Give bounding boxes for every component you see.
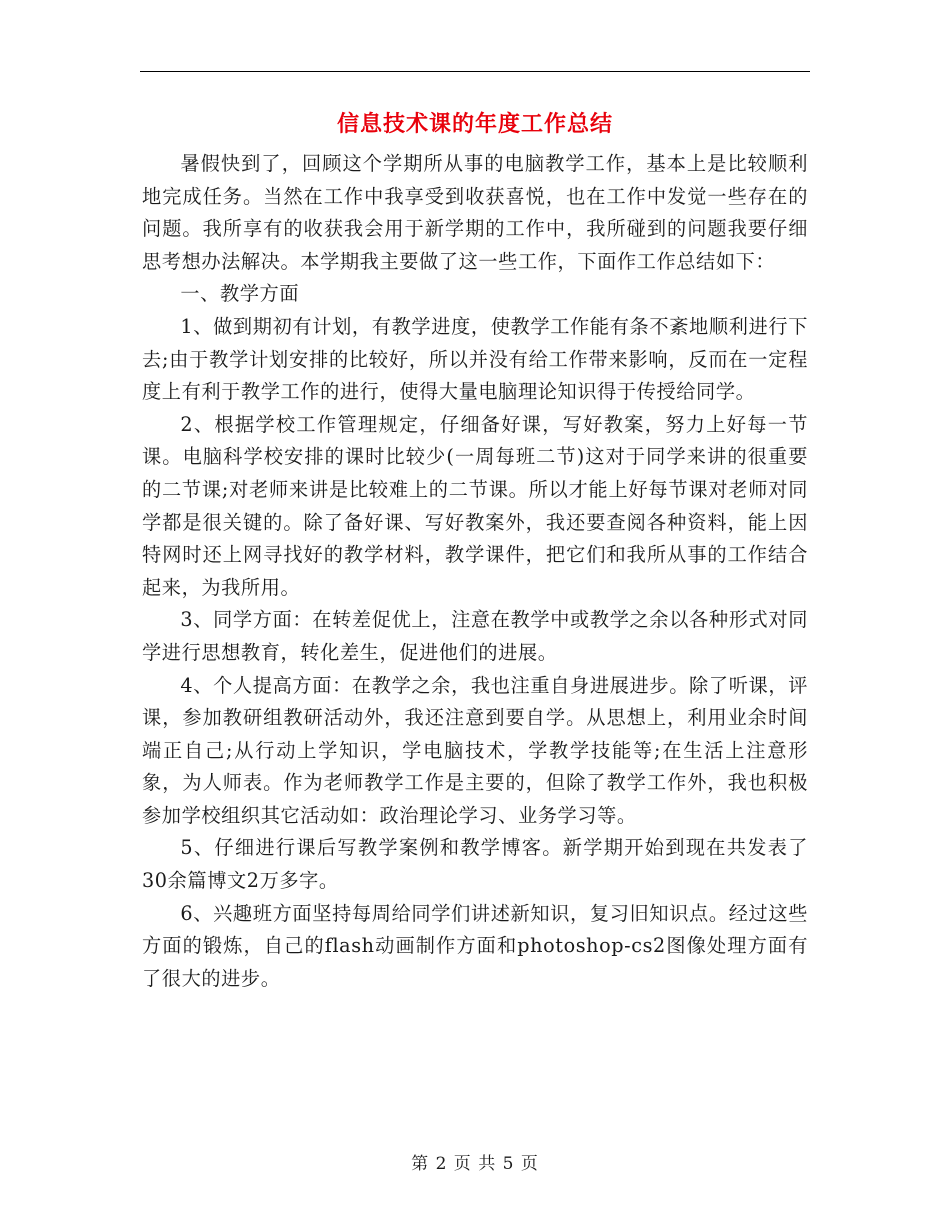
document-body <box>142 148 808 995</box>
paragraph-item-1: 1、做到期初有计划，有教学进度，使教学工作能有条不紊地顺利进行下去;由于教学计划安排的比较好，所以并没有给工作带来影响，反而在一定程度上有利于教学工作的进行，使得大量电脑理论知识得于传授给同学。 <box>142 314 808 404</box>
page-number: 第 2 页 共 5 页 <box>411 1154 539 1174</box>
document-title: 信息技术课的年度工作总结 <box>336 111 613 137</box>
header-rule <box>140 71 810 72</box>
paragraph-item-4: 4、个人提高方面：在教学之余，我也注重自身进展进步。除了听课，评课，参加教研组教研活动外，我还注意到要自学。从思想上，利用业余时间端正自己;从行动上学知识，学电脑技术，学教学技能等;在生活上注意形象，为人师表。作为老师教学工作是主要的，但除了教学工作外，我也积极参加学校组织其它活动如：政治理论学习、业务学习等。 <box>142 673 808 827</box>
paragraph-item-5: 5、仔细进行课后写教学案例和教学博客。新学期开始到现在共发表了30余篇博文2万多字。 <box>142 836 808 893</box>
paragraph-intro: 暑假快到了，回顾这个学期所从事的电脑教学工作，基本上是比较顺利地完成任务。当然在工作中我享受到收获喜悦，也在工作中发觉一些存在的问题。我所享有的收获我会用于新学期的工作中，我所碰到的问题我要仔细思考想办法解决。本学期我主要做了这一些工作，下面作工作总结如下： <box>142 152 808 273</box>
paragraph-item-2: 2、根据学校工作管理规定，仔细备好课，写好教案，努力上好每一节课。电脑科学校安排的课时比较少(一周每班二节)这对于同学来讲的很重要的二节课;对老师来讲是比较难上的二节课。所以才能上好每节课对老师对同学都是很关键的。除了备好课、写好教案外，我还要查阅各种资料，能上因特网时还上网寻找好的教学材料，教学课件，把它们和我所从事的工作结合起来，为我所用。 <box>142 412 808 599</box>
paragraph-item-3: 3、同学方面：在转差促优上，注意在教学中或教学之余以各种形式对同学进行思想教育，转化差生，促进他们的进展。 <box>142 608 808 664</box>
section-heading-teaching: 一、教学方面 <box>180 282 300 306</box>
paragraph-item-6: 6、兴趣班方面坚持每周给同学们讲述新知识，复习旧知识点。经过这些方面的锻炼，自己的flash动画制作方面和photoshop-cs2图像处理方面有了很大的进步。 <box>142 901 808 990</box>
